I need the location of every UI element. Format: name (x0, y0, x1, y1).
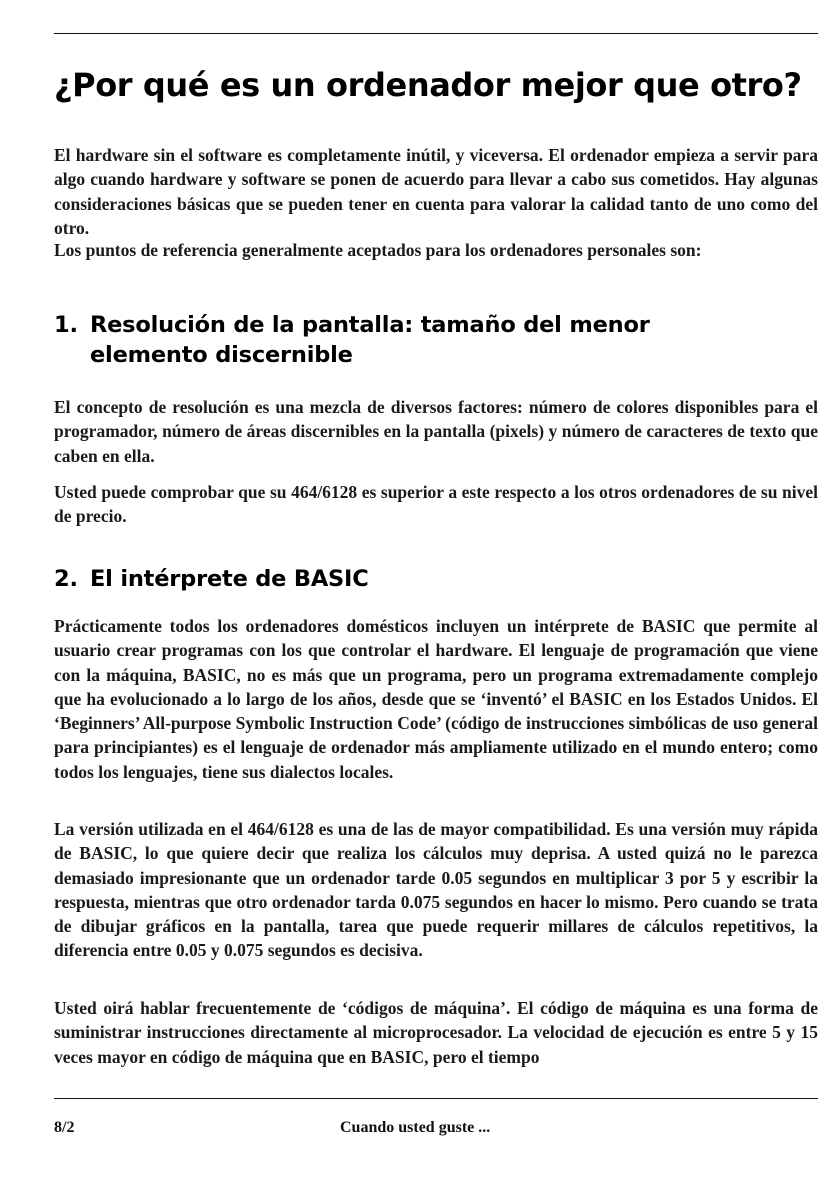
section1-paragraph: El concepto de resolución es una mezcla de diversos factores: número de colores disponibles para el programador, número de áreas discernibles en la pantalla (pixels) y número de caracteres de texto que caben en ella. (54, 397, 818, 466)
page-title: ¿Por qué es un ordenador mejor que otro? (54, 66, 802, 104)
section-heading-2 (54, 564, 818, 594)
page-footer (54, 1119, 818, 1143)
bottom-rule (54, 1098, 818, 1099)
section2-paragraph: La versión utilizada en el 464/6128 es una de las de mayor compatibilidad. Es una versión muy rápida de BASIC, lo que quiere decir que realiza los cálculos muy deprisa. A usted quizá no le parezca demasiado impresionante que un ordenador tarde 0.05 segundos en multiplicar 3 por 5 y escribir la respuesta, mientras que otro ordenador tarda 0.075 segundos en hacer lo mismo. Pero cuando se trata de dibujar gráficos en la pantalla, tarea que puede requerir millares de cálculos repetitivos, la diferencia entre 0.05 y 0.075 segundos es decisiva. (54, 819, 818, 961)
top-rule (54, 33, 818, 34)
section-heading-text-continued: elemento discernible (90, 342, 353, 368)
running-title: Cuando usted guste ... (340, 1119, 491, 1136)
intro-paragraph: El hardware sin el software es completamente inútil, y viceversa. El ordenador empieza a servir para algo cuando hardware y software se ponen de acuerdo para llevar a cabo sus cometidos. Hay algunas consideraciones básicas que se pueden tener en cuenta para valorar la calidad tanto de uno como del otro. (54, 145, 818, 238)
section2-paragraph: Prácticamente todos los ordenadores domésticos incluyen un intérprete de BASIC que permite al usuario crear programas con los que controlar el hardware. El lenguaje de programación que viene con la máquina, BASIC, no es más que un programa, pero un programa extremadamente complejo que ha evolucionado a lo largo de los años, desde que se ‘inventó’ el BASIC en los Estados Unidos. El ‘Beginners’ All-purpose Symbolic Instruction Code’ (código de instrucciones simbólicas de uso general para principiantes) es el lenguaje de ordenador más ampliamente utilizado en el mundo entero; como todos los lenguajes, tiene sus dialectos locales. (54, 616, 818, 782)
document-page (54, 0, 818, 1180)
section-number: 1. (54, 312, 78, 338)
section-number: 2. (54, 566, 78, 592)
section-heading-text: El intérprete de BASIC (90, 566, 369, 592)
section2-paragraph: Usted oirá hablar frecuentemente de ‘códigos de máquina’. El código de máquina es una forma de suministrar instrucciones directamente al microprocesador. La velocidad de ejecución es entre 5 y 15 veces mayor en código de máquina que en BASIC, pero el tiempo (54, 998, 818, 1067)
intro-paragraph: Los puntos de referencia generalmente aceptados para los ordenadores personales son: (54, 240, 702, 260)
section-heading-text: Resolución de la pantalla: tamaño del menor (90, 312, 650, 338)
section-heading-1 (54, 310, 818, 370)
page-number: 8/2 (54, 1119, 75, 1136)
section1-paragraph: Usted puede comprobar que su 464/6128 es superior a este respecto a los otros ordenadores de su nivel de precio. (54, 482, 818, 527)
